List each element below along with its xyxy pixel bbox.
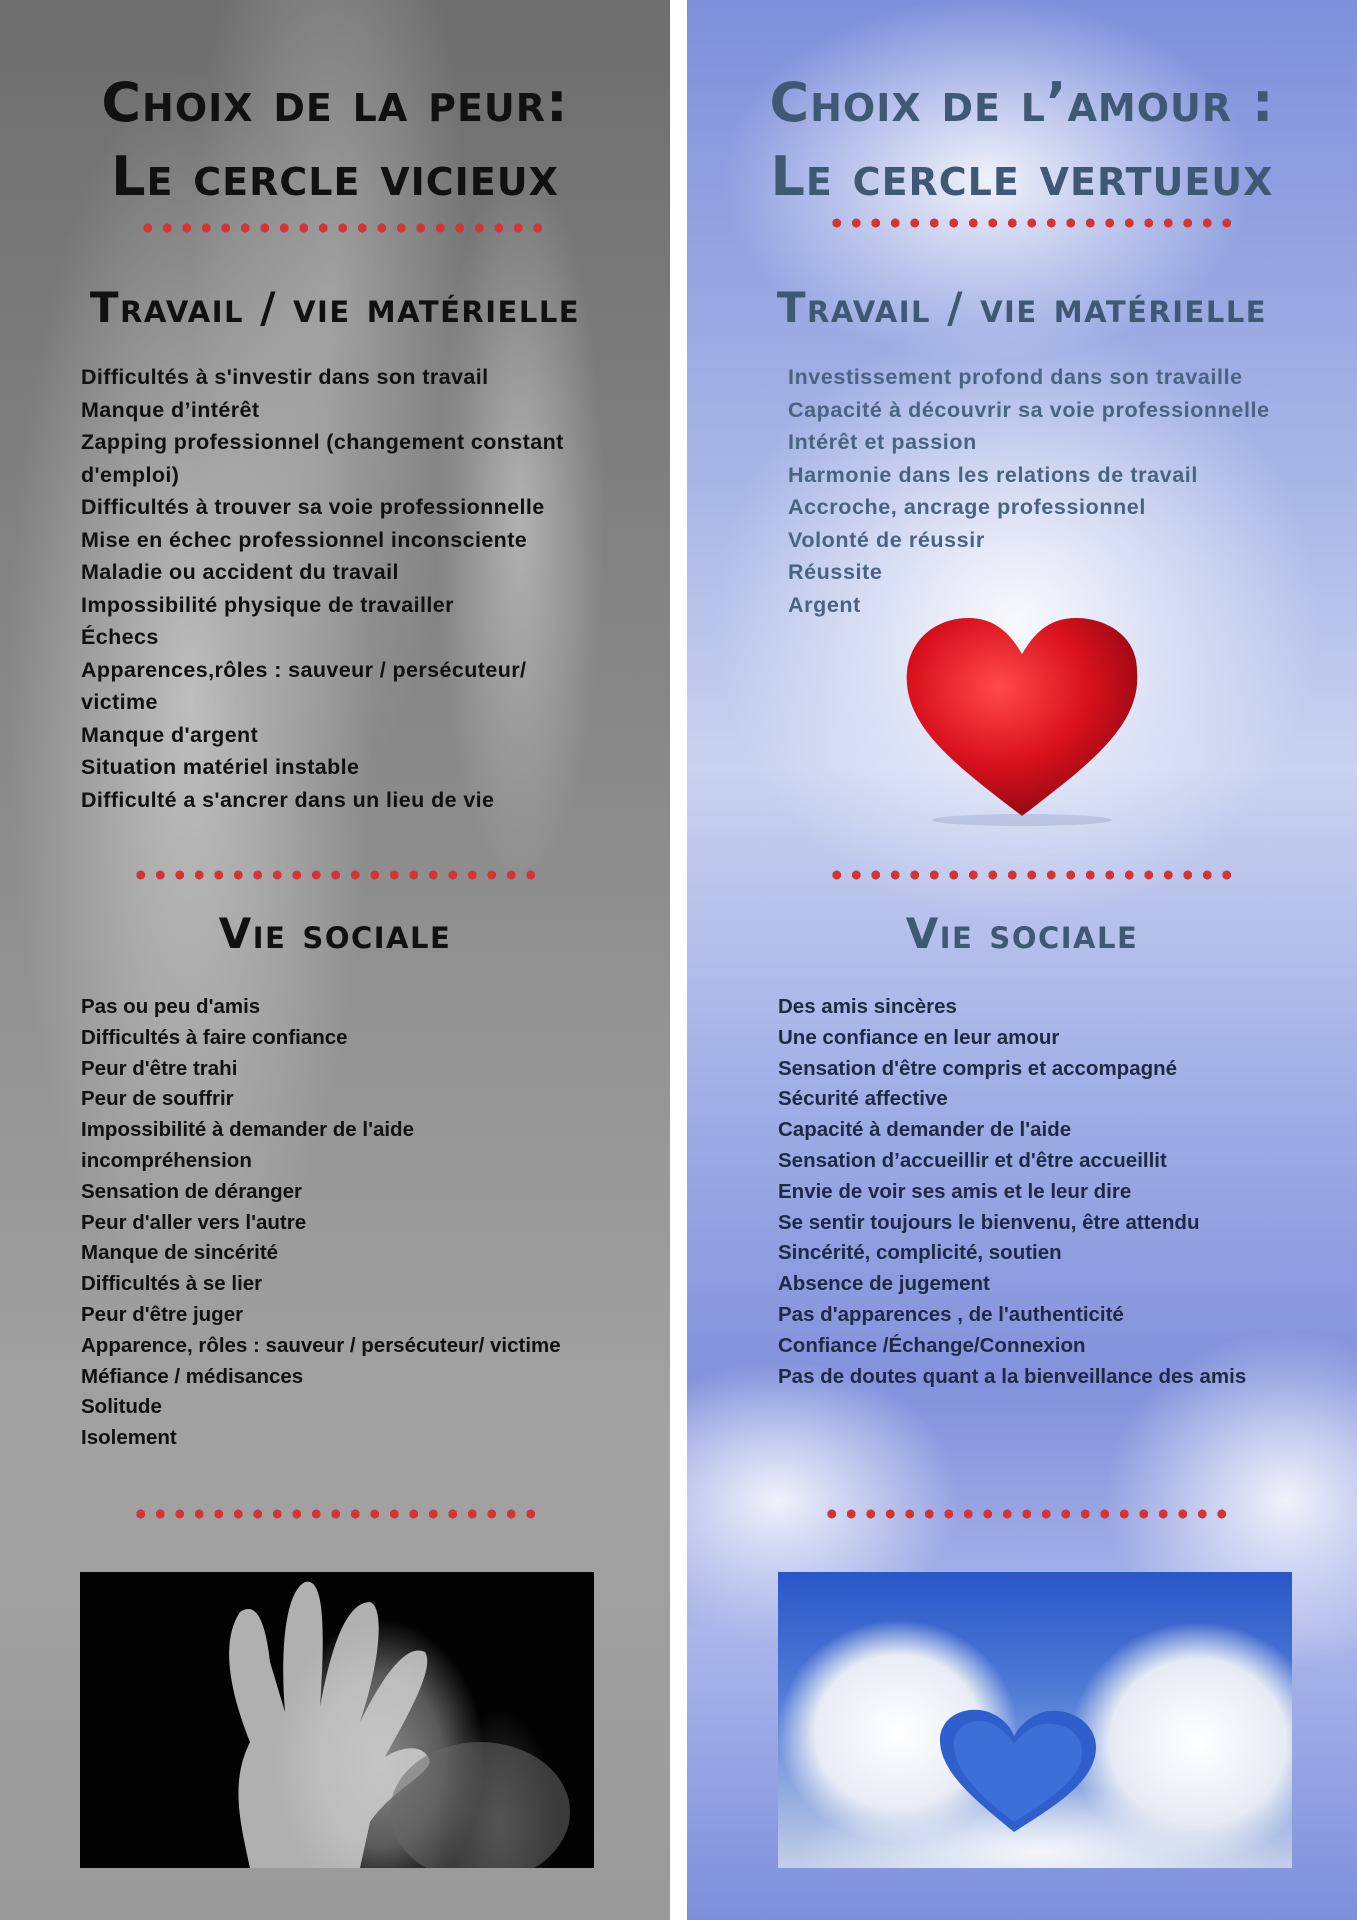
love-title-line2: Le cercle vertueux [770,145,1274,208]
love-title [687,66,1357,214]
list-item: Sincérité, complicité, soutien [778,1241,1062,1265]
list-item: Envie de voir ses amis et le leur dire [778,1179,1132,1203]
list-item: Peur d'être juger [81,1302,244,1326]
dotted-divider [827,870,1241,880]
list-item: Manque d’intérêt [81,397,260,422]
list-item: Méfiance / médisances [81,1364,304,1388]
love-title-line1: Choix de l’amour : [769,71,1275,134]
list-item: Sécurité affective [778,1087,948,1111]
list-item: Pas d'apparences , de l'authenticité [778,1302,1124,1326]
list-item: Isolement [81,1426,177,1450]
dotted-divider [131,870,545,880]
list-item: Capacité à demander de l'aide [778,1118,1072,1142]
list-item: Harmonie dans les relations de travail [788,462,1198,487]
list-item: d'emploi) [81,462,180,487]
list-item: Capacité à découvrir sa voie professionnelle [788,397,1270,422]
list-item: Difficultés à trouver sa voie professionnelle [81,495,545,519]
fear-title-line1: Choix de la peur: [101,71,569,134]
list-item: Échecs [81,625,159,649]
list-item: Argent [788,592,861,617]
list-item: Réussite [788,560,883,584]
list-item: Investissement profond dans son travaille [788,365,1243,389]
red-heart-image [897,606,1147,826]
list-item: Sensation d'être compris et accompagné [778,1056,1178,1080]
list-item: Apparence, rôles : sauveur / persécuteur/ victime [81,1333,561,1357]
list-item: Maladie ou accident du travail [81,560,399,584]
fear-title [0,66,670,214]
list-item: Peur d'aller vers l'autre [81,1210,307,1234]
list-item: Manque de sincérité [81,1241,279,1265]
cloud-heart-photo [778,1572,1292,1868]
panel-divider [670,0,687,1920]
list-item: Impossibilité à demander de l'aide [81,1118,414,1142]
list-item: Intérêt et passion [788,430,977,454]
list-item: Confiance /Échange/Connexion [778,1333,1086,1357]
dotted-divider [131,1509,545,1519]
dotted-divider [138,223,548,233]
fear-social-heading: Vie sociale [218,909,452,958]
dotted-divider [827,218,1237,228]
list-item: Difficultés à s'investir dans son travail [81,365,489,389]
list-item: Pas ou peu d'amis [81,995,261,1018]
list-item: Peur de souffrir [81,1087,234,1111]
love-social-list [778,992,1246,1392]
fear-social-list [81,992,561,1454]
list-item: Impossibilité physique de travailler [81,592,454,617]
list-item: Difficultés à se lier [81,1272,263,1296]
fear-panel [0,0,670,1920]
list-item: Accroche, ancrage professionnel [788,495,1146,519]
hand-image [80,1572,594,1868]
fear-title-line2: Le cercle vicieux [111,145,559,208]
list-item: Se sentir toujours le bienvenu, être attendu [778,1210,1200,1234]
list-item: Sensation d’accueillir et d'être accueillit [778,1148,1167,1172]
fear-work-list [81,361,564,816]
love-social-heading: Vie sociale [905,909,1139,958]
list-item: Difficulté a s'ancrer dans un lieu de vie [81,787,495,812]
list-item: Peur d'être trahi [81,1056,238,1080]
list-item: victime [81,690,158,714]
list-item: Situation matériel instable [81,755,360,779]
list-item: Volonté de réussir [788,527,985,552]
raised-hand-photo [80,1572,594,1868]
cloud-heart-image [778,1572,1292,1868]
list-item: incompréhension [81,1148,252,1172]
fear-work-heading: Travail / vie matérielle [89,283,581,332]
list-item: Difficultés à faire confiance [81,1025,348,1049]
list-item: Zapping professionnel (changement constant [81,430,564,454]
love-work-heading: Travail / vie matérielle [776,283,1268,332]
love-work-list [788,361,1270,621]
list-item: Absence de jugement [778,1272,990,1296]
list-item: Solitude [81,1395,162,1419]
list-item: Pas de doutes quant a la bienveillance des amis [778,1364,1247,1388]
list-item: Des amis sincères [778,995,957,1018]
list-item: Manque d'argent [81,722,259,747]
dotted-divider [822,1509,1236,1519]
list-item: Mise en échec professionnel inconsciente [81,527,528,552]
list-item: Sensation de déranger [81,1179,303,1203]
list-item: Une confiance en leur amour [778,1025,1060,1049]
list-item: Apparences,rôles : sauveur / persécuteur/ [81,657,527,682]
